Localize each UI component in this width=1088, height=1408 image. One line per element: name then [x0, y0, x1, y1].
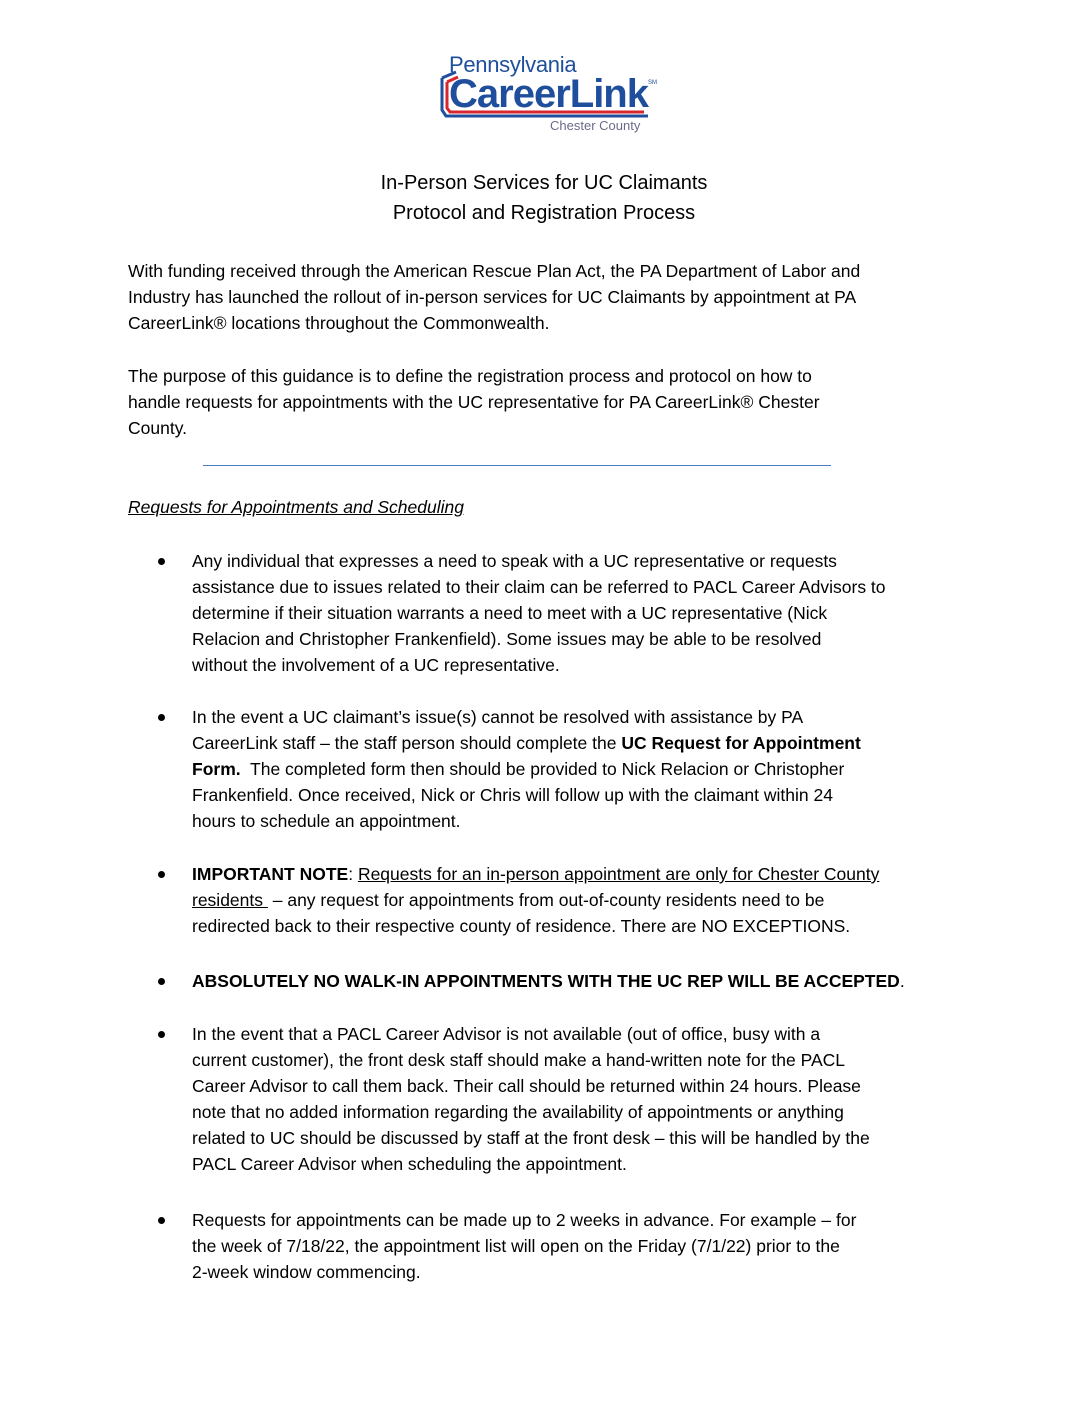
bullet-text — [192, 704, 982, 834]
bullet-text — [192, 861, 982, 939]
section-divider — [203, 465, 831, 466]
text-line — [192, 756, 982, 782]
bullet-text — [192, 1021, 982, 1177]
form-name-bold: Form. — [192, 759, 241, 779]
bullet-text — [192, 548, 982, 678]
section-heading: Requests for Appointments and Scheduling — [128, 497, 464, 517]
text-run: : — [348, 864, 358, 884]
text-line: PACL Career Advisor when scheduling the appointment. — [192, 1154, 627, 1174]
form-name-bold: UC Request for Appointment — [621, 733, 861, 753]
text-run: – any request for appointments from out-of-county residents need to be — [267, 890, 825, 910]
text-line: Any individual that expresses a need to speak with a UC representative or requests — [192, 551, 837, 571]
text-line: note that no added information regarding the availability of appointments or anything — [192, 1102, 844, 1122]
underlined-text: residents — [192, 890, 268, 910]
text-line — [192, 968, 982, 994]
text-run: The completed form then should be provided to Nick Relacion or Christopher — [240, 759, 845, 779]
text-line: Career Advisor to call them back. Their call should be returned within 24 hours. Please — [192, 1076, 861, 1096]
text-line: hours to schedule an appointment. — [192, 811, 461, 831]
logo-state-text: Pennsylvania — [449, 52, 577, 77]
text-line: current customer), the front desk staff should make a hand-written note for the PACL — [192, 1050, 846, 1070]
text-line: Relacion and Christopher Frankenfield). Some issues may be able to be resolved — [192, 629, 822, 649]
text-line: In the event that a PACL Career Advisor is not available (out of office, busy with a — [192, 1024, 821, 1044]
document-title-line-2: Protocol and Registration Process — [392, 202, 696, 224]
document-title-line-1: In-Person Services for UC Claimants — [380, 172, 708, 194]
pa-careerlink-logo — [436, 52, 656, 136]
text-line: Industry has launched the rollout of in-person services for UC Claimants by appointment at PA — [128, 287, 857, 307]
text-line: The purpose of this guidance is to define the registration process and protocol on how to — [128, 366, 812, 386]
text-line: In the event a UC claimant’s issue(s) cannot be resolved with assistance by PA — [192, 707, 804, 727]
text-line: without the involvement of a UC representative. — [192, 655, 560, 675]
text-line: Requests for appointments can be made up to 2 weeks in advance. For example – for — [192, 1210, 857, 1230]
logo-brand-text: CareerLink — [449, 72, 648, 116]
text-line: related to UC should be discussed by staff at the front desk – this will be handled by the — [192, 1128, 870, 1148]
intro-paragraph-2 — [128, 363, 968, 441]
text-line: CareerLink® locations throughout the Commonwealth. — [128, 313, 550, 333]
bullet-text — [192, 1207, 982, 1285]
text-line: redirected back to their respective county of residence. There are NO EXCEPTIONS. — [192, 916, 851, 936]
no-walk-in-notice: ABSOLUTELY NO WALK-IN APPOINTMENTS WITH THE UC REP WILL BE ACCEPTED — [192, 971, 900, 991]
logo-county-text: Chester County — [550, 118, 641, 133]
text-line — [192, 730, 982, 756]
bullet-icon — [158, 978, 165, 985]
text-line: County. — [128, 418, 188, 438]
text-line: the week of 7/18/22, the appointment list will open on the Friday (7/1/22) prior to the — [192, 1236, 840, 1256]
text-line: determine if their situation warrants a need to meet with a UC representative (Nick — [192, 603, 828, 623]
logo-service-mark: SM — [648, 80, 657, 86]
underlined-text: Requests for an in-person appointment are only for Chester County — [357, 864, 880, 884]
bullet-icon — [158, 1031, 165, 1038]
text-line: 2-week window commencing. — [192, 1262, 421, 1282]
bullet-icon — [158, 1217, 165, 1224]
bullet-text — [192, 968, 982, 994]
text-line: assistance due to issues related to their claim can be referred to PACL Career Advisors to — [192, 577, 886, 597]
text-run: CareerLink staff – the staff person should complete the — [192, 733, 622, 753]
bullet-icon — [158, 558, 165, 565]
text-line: handle requests for appointments with the UC representative for PA CareerLink® Chester — [128, 392, 820, 412]
bullet-icon — [158, 871, 165, 878]
bullet-icon — [158, 714, 165, 721]
text-line — [192, 861, 982, 887]
text-line: With funding received through the American Rescue Plan Act, the PA Department of Labor and — [128, 261, 861, 281]
text-line — [192, 887, 982, 913]
text-run: . — [899, 971, 905, 991]
text-line: Frankenfield. Once received, Nick or Chris will follow up with the claimant within 24 — [192, 785, 833, 805]
intro-paragraph-1 — [128, 258, 968, 336]
important-note-label: IMPORTANT NOTE — [192, 864, 349, 884]
